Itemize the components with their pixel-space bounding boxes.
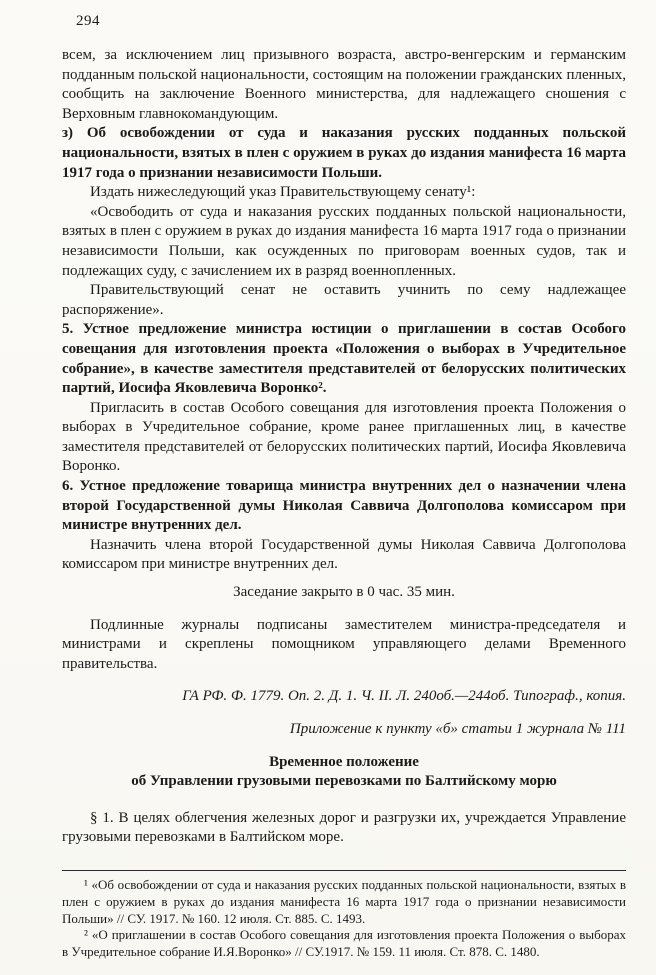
heading-item-6: 6. Устное предложение товарища министра внутренних дел о назначении члена второй Государственной думы Николая Саввича Долгополова комиссаром при министре внутренних дел. xyxy=(62,478,626,534)
heading-item-5: 5. Устное предложение министра юстиции о приглашении в состав Особого совещания для изготовления проекта «Положения о выборах в Учредительное собрание», в качестве заместителя представителей от белорусских политических партий, Иосифа Яковлевича Воронко². xyxy=(62,321,626,397)
footnote-2: ² «О приглашении в состав Особого совещания для изготовления проекта Положения о выборах в Учредительное собрание И.Я.Воронко» // СУ.1917. № 159. 11 июля. Ст. 878. С. 1480. xyxy=(62,927,626,960)
paragraph-section-1: § 1. В целях облегчения железных дорог и разгрузки их, учреждается Управление грузовыми перевозками в Балтийском море. xyxy=(62,809,626,846)
heading-item-z: з) Об освобождении от суда и наказания русских подданных польской национальности, взятых в плен с оружием в руках до издания манифеста 16 марта 1917 года о признании независимости Польши. xyxy=(62,125,626,181)
paragraph-ukaz: Издать нижеследующий указ Правительствующему сенату¹: xyxy=(90,184,476,201)
archival-reference: ГА РФ. Ф. 1779. Оп. 2. Д. 1. Ч. II. Л. 240об.—244об. Типограф., копия. xyxy=(182,688,626,705)
appendix-note: Приложение к пункту «б» статьи 1 журнала № 111 xyxy=(289,721,626,737)
paragraph-naznachit: Назначить члена второй Государственной думы Николая Саввича Долгополова комиссаром при министре внутренних дел. xyxy=(62,536,626,573)
paragraph-senat: Правительствующий сенат не оставить учинить по сему надлежащее распоряжение». xyxy=(62,282,626,318)
paragraph-priglasit: Пригласить в состав Особого совещания для изготовления проекта Положения о выборах в Учредительное собрание, кроме ранее приглашенных лиц, в качестве заместителя представителей от белорусских политических партий, Иосифа Яковлевича Воронко. xyxy=(62,399,626,475)
paragraph-osvobodit: «Освободить от суда и наказания русских подданных польской национальности, взятых в плен с оружием в руках до издания манифеста 16 марта 1917 года о признании независимости Польши, как осужденных по приговорам военных судов, так и подлежащих суду, с зачислением их в разряд военнопленных. xyxy=(62,203,626,279)
paragraph-podlinnye: Подлинные журналы подписаны заместителем министра-председателя и министрами и скреплены помощником управляющего делами Временного правительства. xyxy=(62,616,626,672)
page-number: 294 xyxy=(76,13,100,29)
paragraph-continuation: всем, за исключением лиц призывного возраста, австро-венгерским и германским подданным польской национальности, состоящим на положении гражданских пленных, сообщить на заключение Военного министерства, для надлежащего сношения с Верховным главнокомандующим. xyxy=(62,47,626,122)
footnote-separator-rule xyxy=(62,870,626,871)
document-body xyxy=(62,46,626,848)
footnotes-section xyxy=(62,862,626,961)
section-heading-line2: об Управлении грузовыми перевозками по Балтийскому морю xyxy=(131,773,557,790)
footnote-1: ¹ «Об освобождении от суда и наказания русских подданных польской национальности, взятых в плен с оружием в руках до издания манифеста 16 марта 1917 года о признании независимости Польши» // СУ. 1917. № 160. 12 июля. Ст. 885. С. 1493. xyxy=(62,877,626,926)
section-heading-line1: Временное положение xyxy=(269,753,419,770)
session-closed-line: Заседание закрыто в 0 час. 35 мин. xyxy=(233,584,455,601)
